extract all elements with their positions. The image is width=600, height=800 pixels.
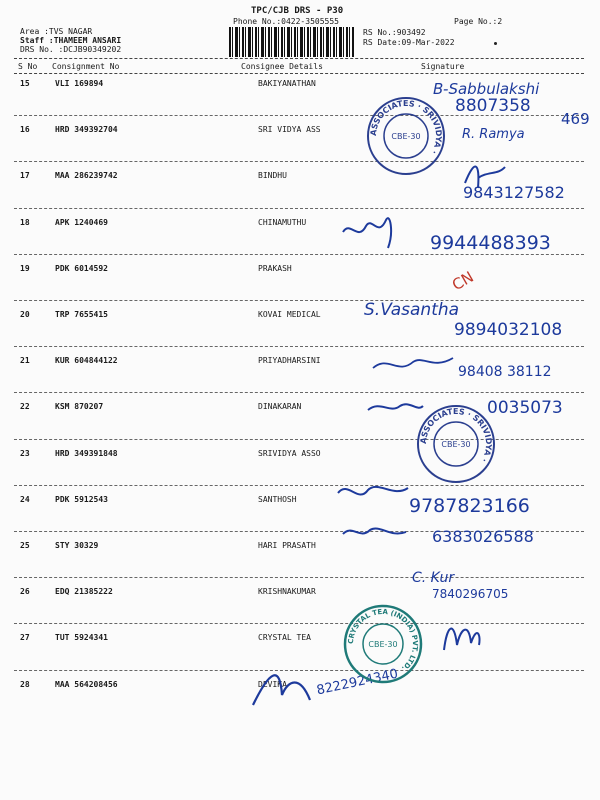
row-divider xyxy=(14,623,584,624)
company-stamp xyxy=(416,404,496,484)
handwritten-signature: R. Ramya xyxy=(462,127,525,142)
column-consignment: Consignment No xyxy=(52,62,120,71)
row-consignee: SRI VIDYA ASS xyxy=(258,125,321,134)
row-consignment: TRP 7655415 xyxy=(55,310,108,319)
stamp-center-text: CBE-30 xyxy=(391,132,421,141)
handwritten-signature: C. Kur xyxy=(412,570,455,586)
row-consignment: MAA 286239742 xyxy=(55,171,118,180)
column-divider xyxy=(14,73,584,74)
row-consignee: KOVAI MEDICAL xyxy=(258,310,321,319)
row-sno: 20 xyxy=(20,310,30,319)
handwritten-phone: 0035073 xyxy=(487,398,563,418)
row-consignee: BAKIYANATHAN xyxy=(258,79,316,88)
signature-scribble xyxy=(250,660,320,710)
handwritten-mark: CN xyxy=(448,267,477,295)
row-consignee: CRYSTAL TEA xyxy=(258,633,311,642)
handwritten-note: 469 xyxy=(561,110,590,128)
handwritten-phone: 8807358 xyxy=(455,96,531,116)
row-sno: 24 xyxy=(20,495,30,504)
row-sno: 27 xyxy=(20,633,30,642)
stamp-center-text: CBE-30 xyxy=(441,440,471,449)
signature-scribble xyxy=(333,478,413,508)
signature-scribble xyxy=(340,520,410,545)
row-divider xyxy=(14,346,584,347)
row-consignment: EDQ 21385222 xyxy=(55,587,113,596)
row-divider xyxy=(14,208,584,209)
row-sno: 18 xyxy=(20,218,30,227)
row-consignee: PRAKASH xyxy=(258,264,292,273)
handwritten-phone: 9944488393 xyxy=(430,232,551,254)
stamp-ring-text: CRYSTAL TEA (INDIA) PVT. LTD. xyxy=(346,607,420,673)
column-sno: S No xyxy=(18,62,38,71)
stamp-ring-text: ASSOCIATES · SRIVIDYA · xyxy=(368,98,444,156)
company-stamp xyxy=(366,96,446,176)
sheet-title: TPC/CJB DRS - P30 xyxy=(251,6,344,16)
row-consignee: SRIVIDYA ASSO xyxy=(258,449,321,458)
row-consignee: KRISHNAKUMAR xyxy=(258,587,316,596)
row-consignment: KUR 604844122 xyxy=(55,356,118,365)
row-consignment: KSM 870207 xyxy=(55,402,104,411)
row-divider xyxy=(14,300,584,301)
stamp-ring-text: ASSOCIATES · SRIVIDYA · xyxy=(418,406,494,464)
row-consignment: VLI 169894 xyxy=(55,79,104,88)
row-divider xyxy=(14,254,584,255)
stamp-center-text: CBE-30 xyxy=(368,640,398,649)
row-sno: 26 xyxy=(20,587,30,596)
handwritten-phone: 7840296705 xyxy=(432,587,509,601)
row-sno: 25 xyxy=(20,541,30,550)
page-number: Page No.:2 xyxy=(454,17,503,26)
row-sno: 23 xyxy=(20,449,30,458)
row-sno: 15 xyxy=(20,79,30,88)
row-divider xyxy=(14,485,584,486)
drs-number: DRS No. :DCJB90349202 xyxy=(20,45,122,54)
row-consignment: PDK 6014592 xyxy=(55,264,108,273)
row-consignee: HARI PRASATH xyxy=(258,541,316,550)
row-consignment: MAA 564208456 xyxy=(55,680,118,689)
row-divider xyxy=(14,392,584,393)
column-consignee: Consignee Details xyxy=(241,62,323,71)
column-signature: Signature xyxy=(421,62,465,71)
row-sno: 21 xyxy=(20,356,30,365)
row-divider xyxy=(14,577,584,578)
handwritten-name: S.Vasantha xyxy=(364,300,460,320)
signature-scribble xyxy=(368,350,458,380)
row-divider xyxy=(14,439,584,440)
area-label: Area :TVS NAGAR xyxy=(20,27,93,36)
row-consignment: HRD 349391848 xyxy=(55,449,118,458)
handwritten-phone: 9894032108 xyxy=(454,320,563,340)
handwritten-phone: 9843127582 xyxy=(463,183,565,202)
handwritten-phone: 8222924340 xyxy=(315,666,400,699)
row-consignment: HRD 349392704 xyxy=(55,125,118,134)
header-divider xyxy=(14,58,584,59)
crystal-tea-stamp xyxy=(343,604,423,684)
rs-number: RS No.:903492 xyxy=(363,28,426,37)
row-sno: 22 xyxy=(20,402,30,411)
row-consignment: APK 1240469 xyxy=(55,218,108,227)
row-sno: 16 xyxy=(20,125,30,134)
row-sno: 19 xyxy=(20,264,30,273)
signature-scribble xyxy=(338,202,398,252)
row-consignment: PDK 5912543 xyxy=(55,495,108,504)
signature-scribble xyxy=(439,615,484,655)
row-consignee: DEVIKA xyxy=(258,680,287,689)
row-consignee: PRIYADHARSINI xyxy=(258,356,321,365)
row-sno: 28 xyxy=(20,680,30,689)
handwritten-phone: 6383026588 xyxy=(432,527,534,546)
row-consignee: BINDHU xyxy=(258,171,287,180)
handwritten-name: B-Sabbulakshi xyxy=(433,80,540,98)
ink-dot xyxy=(494,42,497,45)
row-sno: 17 xyxy=(20,171,30,180)
row-consignee: SANTHOSH xyxy=(258,495,297,504)
staff-label: Staff :THAMEEM ANSARI xyxy=(20,36,122,45)
handwritten-phone: 98408 38112 xyxy=(458,364,552,380)
row-consignee: CHINAMUTHU xyxy=(258,218,307,227)
row-consignment: STY 30329 xyxy=(55,541,99,550)
row-consignment: TUT 5924341 xyxy=(55,633,108,642)
row-consignee: DINAKARAN xyxy=(258,402,302,411)
rs-date: RS Date:09-Mar-2022 xyxy=(363,38,455,47)
barcode xyxy=(229,27,354,57)
handwritten-phone: 9787823166 xyxy=(409,495,530,517)
phone-number: Phone No.:0422-3505555 xyxy=(233,17,339,26)
